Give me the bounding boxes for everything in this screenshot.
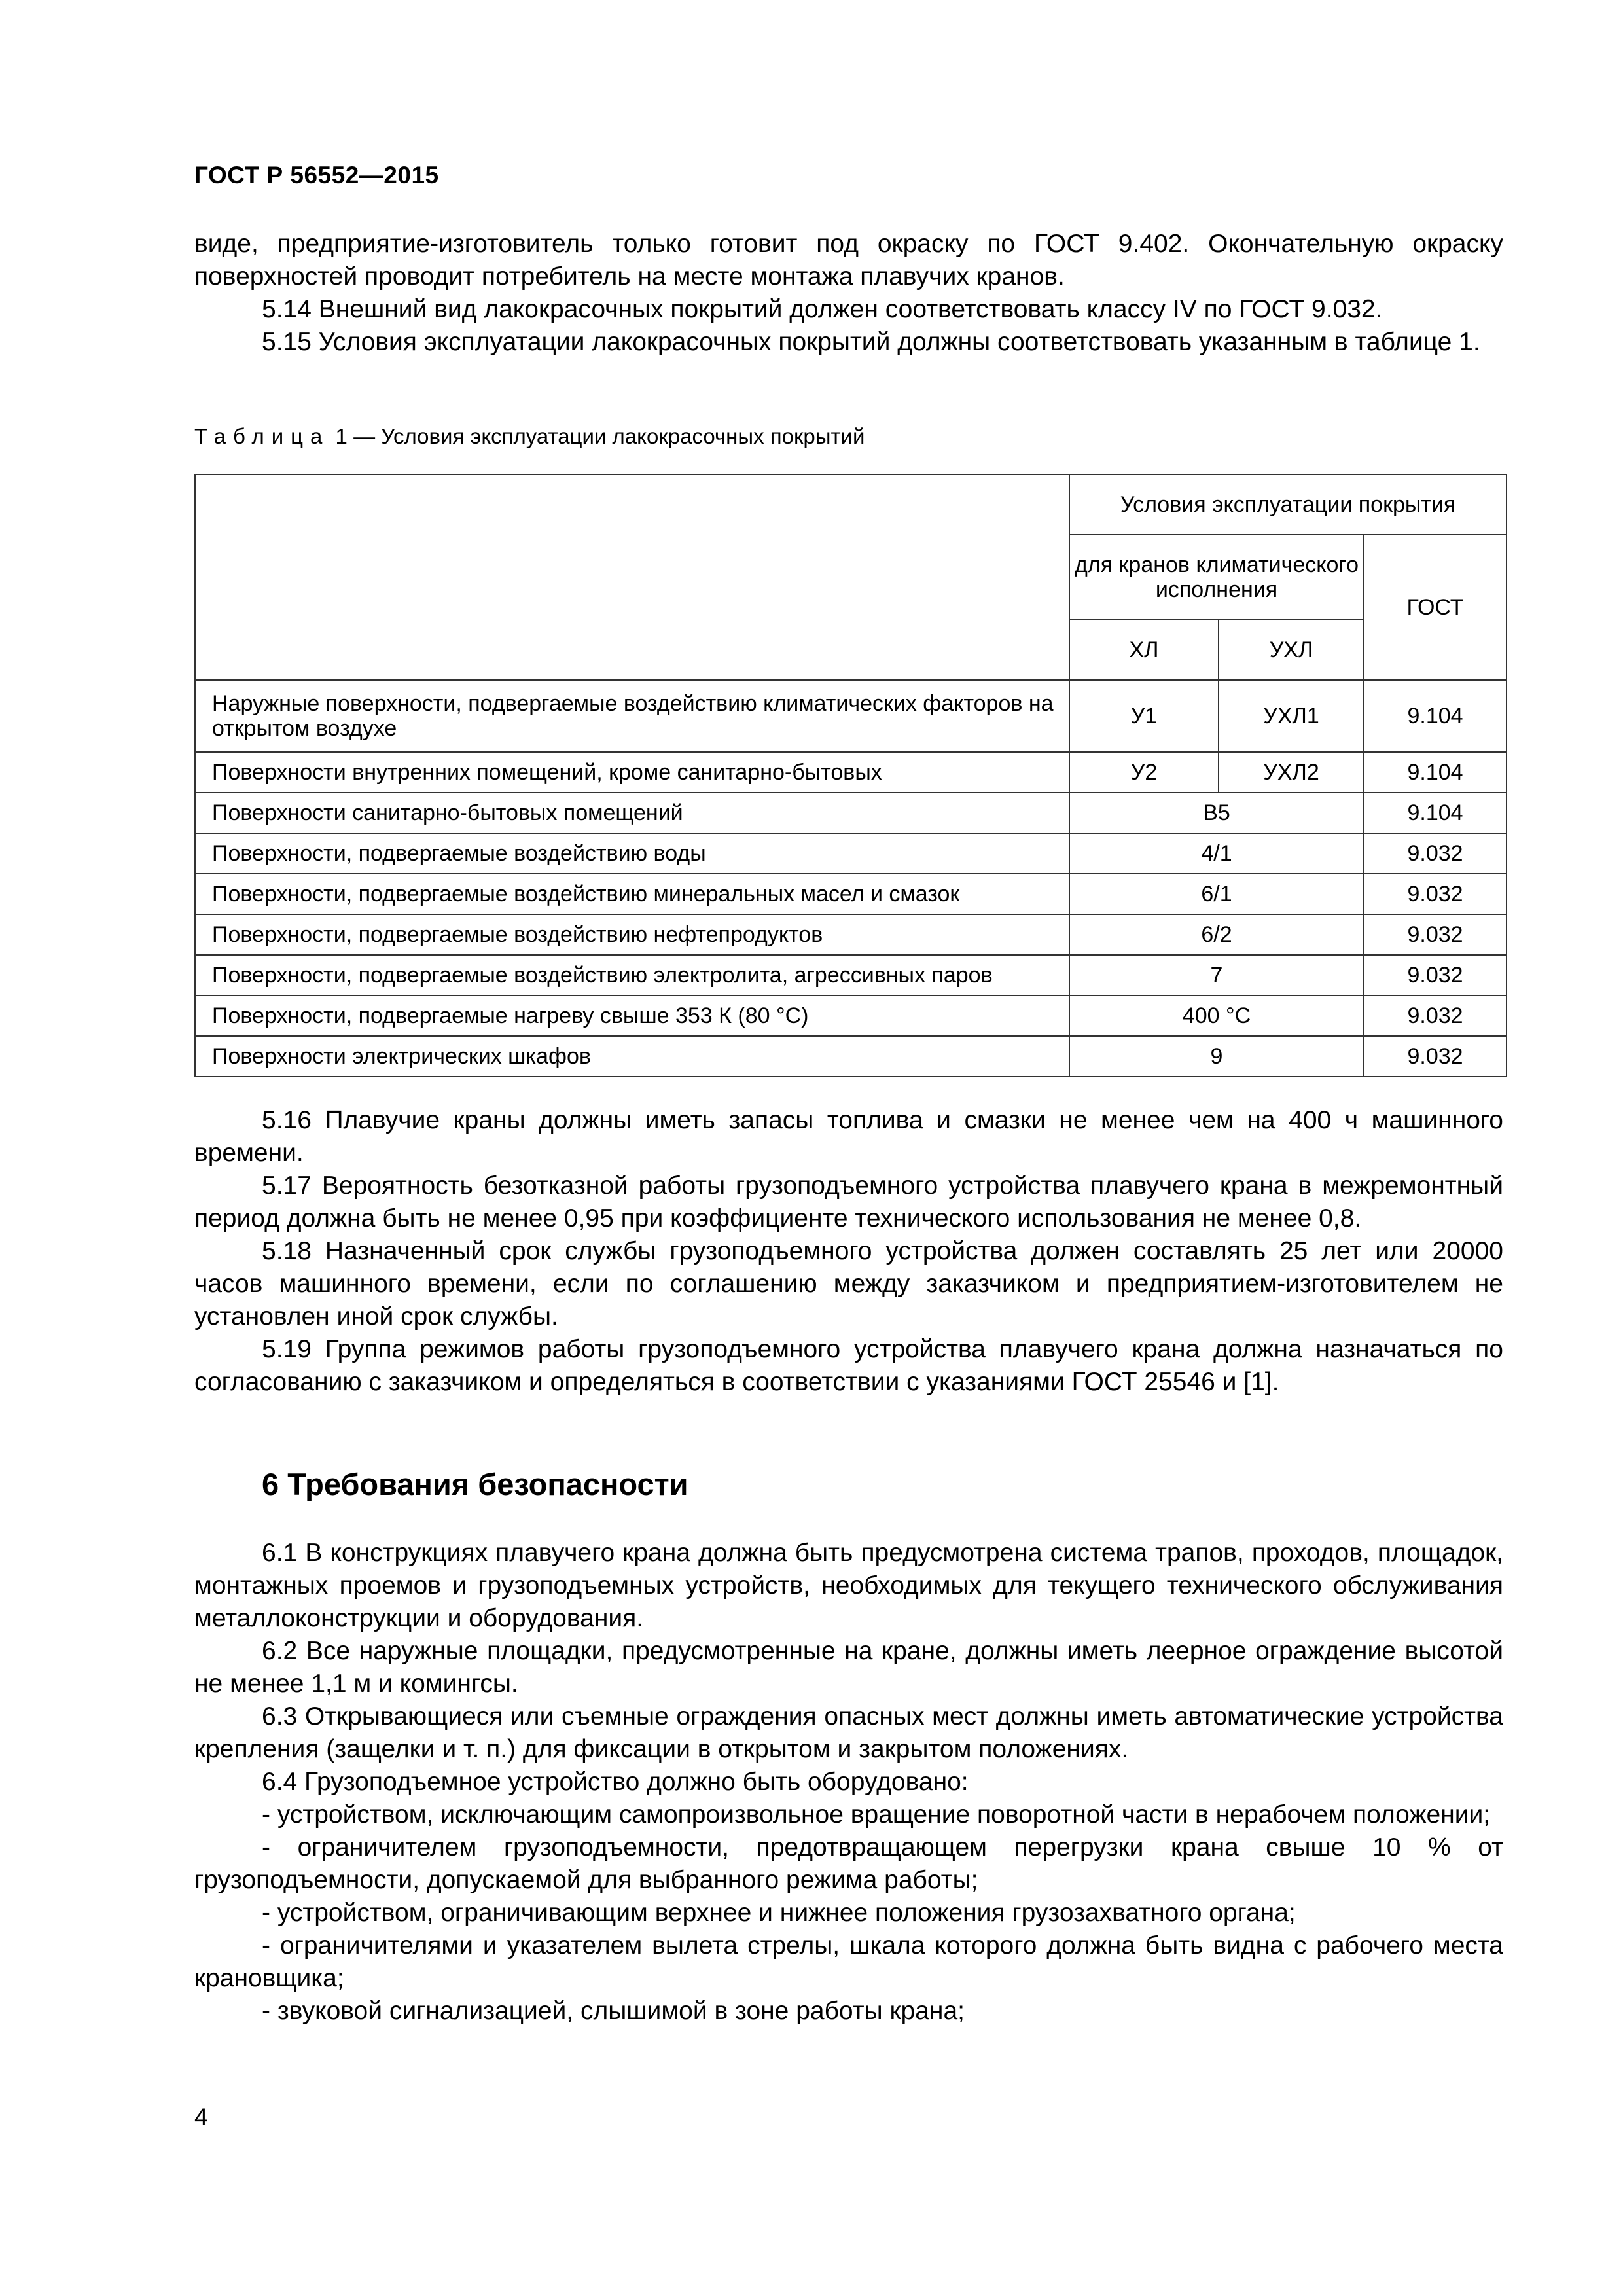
cell-surface: Поверхности санитарно-бытовых помещений [195,793,1069,833]
cell-gost: 9.032 [1364,996,1507,1036]
cell-gost: 9.104 [1364,793,1507,833]
list-item: - звуковой сигнализацией, слышимой в зоне работы крана; [262,1997,965,2025]
table-caption [194,424,865,449]
table-row [195,996,1507,1036]
paragraph-5-18: 5.18 Назначенный срок службы грузоподъемного устройства должен составлять 25 лет или 20000 часов машинного времени, если по соглашению между заказчиком и предприятием-изготовителем не установлен иной срок службы. [194,1237,1503,1331]
table-row [195,874,1507,914]
paragraph-6-3: 6.3 Открывающиеся или съемные ограждения опасных мест должны иметь автоматические устройства крепления (защелки и т. п.) для фиксации в открытом и закрытом положениях. [194,1702,1503,1763]
table-row [195,914,1507,955]
list-item: - ограничителем грузоподъемности, предотвращающем перегрузки крана свыше 10 % от грузоподъемности, допускаемой для выбранного режима работы; [194,1833,1503,1894]
intro-paragraph: виде, предприятие-изготовитель только готовит под окраску по ГОСТ 9.402. Окончательную окраску поверхностей проводит потребитель на месте монтажа плавучих кранов. [194,230,1503,291]
cell-hl: У2 [1069,752,1219,793]
paragraph-5-19: 5.19 Группа режимов работы грузоподъемного устройства плавучего крана должна назначаться по согласованию с заказчиком и определяться в соответствии с указаниями ГОСТ 25546 и [1]. [194,1335,1503,1396]
cell-surface: Поверхности электрических шкафов [195,1036,1069,1077]
header-hl: ХЛ [1069,620,1219,680]
intro-text-block [194,228,1503,359]
after-table-text-block [194,1104,1503,1399]
cell-gost: 9.032 [1364,833,1507,874]
coating-conditions-table [194,474,1507,1077]
header-gost: ГОСТ [1364,535,1507,680]
section-6-heading: 6 Требования безопасности [262,1467,688,1501]
table-caption-label: Таблица [194,424,330,448]
table-row [195,833,1507,874]
document-header-code: ГОСТ Р 56552—2015 [194,162,439,188]
cell-condition: 400 °С [1069,996,1364,1036]
cell-surface: Поверхности, подвергаемые воздействию нефтепродуктов [195,914,1069,955]
table-row [195,752,1507,793]
table-header-row [195,475,1507,535]
table-row [195,680,1507,752]
cell-surface: Поверхности внутренних помещений, кроме санитарно-бытовых [195,752,1069,793]
section-6-text-block [194,1537,1503,2028]
page-number: 4 [194,2104,208,2130]
cell-gost: 9.032 [1364,874,1507,914]
cell-condition: 9 [1069,1036,1364,1077]
cell-gost: 9.104 [1364,752,1507,793]
list-item: - устройством, исключающим самопроизвольное вращение поворотной части в нерабочем положении; [262,1801,1491,1829]
table-row [195,793,1507,833]
header-conditions: Условия эксплуатации покрытия [1069,475,1507,535]
cell-gost: 9.032 [1364,955,1507,996]
cell-surface: Поверхности, подвергаемые нагреву свыше 353 К (80 °С) [195,996,1069,1036]
list-item: - устройством, ограничивающим верхнее и нижнее положения грузозахватного органа; [262,1899,1296,1927]
table-row [195,955,1507,996]
cell-condition: 6/2 [1069,914,1364,955]
cell-surface: Поверхности, подвергаемые воздействию воды [195,833,1069,874]
paragraph-6-1: 6.1 В конструкциях плавучего крана должна быть предусмотрена система трапов, проходов, площадок, монтажных проемов и грузоподъемных устройств, необходимых для текущего технического обслуживания металлоконструкции и оборудования. [194,1539,1503,1632]
paragraph-5-16: 5.16 Плавучие краны должны иметь запасы топлива и смазки не менее чем на 400 ч машинного времени. [194,1106,1503,1167]
cell-uhl: УХЛ2 [1219,752,1364,793]
cell-uhl: УХЛ1 [1219,680,1364,752]
header-uhl: УХЛ [1219,620,1364,680]
cell-condition: В5 [1069,793,1364,833]
cell-surface: Поверхности, подвергаемые воздействию минеральных масел и смазок [195,874,1069,914]
paragraph-5-14: 5.14 Внешний вид лакокрасочных покрытий должен соответствовать классу IV по ГОСТ 9.032. [262,295,1383,323]
cell-hl: У1 [1069,680,1219,752]
cell-surface: Поверхности, подвергаемые воздействию электролита, агрессивных паров [195,955,1069,996]
paragraph-5-17: 5.17 Вероятность безотказной работы грузоподъемного устройства плавучего крана в межремонтный период должна быть не менее 0,95 при коэффициенте технического использования не менее 0,8. [194,1172,1503,1232]
cell-condition: 7 [1069,955,1364,996]
paragraph-6-4: 6.4 Грузоподъемное устройство должно быть оборудовано: [262,1768,969,1796]
table-row [195,1036,1507,1077]
paragraph-6-2: 6.2 Все наружные площадки, предусмотренные на кране, должны иметь леерное ограждение высотой не менее 1,1 м и комингсы. [194,1637,1503,1698]
cell-gost: 9.104 [1364,680,1507,752]
header-climatic: для кранов климатического исполнения [1069,535,1364,620]
cell-condition: 6/1 [1069,874,1364,914]
cell-gost: 9.032 [1364,914,1507,955]
list-item: - ограничителями и указателем вылета стрелы, шкала которого должна быть видна с рабочего места крановщика; [194,1931,1503,1992]
table-caption-title: 1 — Условия эксплуатации лакокрасочных покрытий [329,424,865,448]
table-empty-header-cell [195,475,1069,680]
cell-condition: 4/1 [1069,833,1364,874]
cell-gost: 9.032 [1364,1036,1507,1077]
paragraph-5-15: 5.15 Условия эксплуатации лакокрасочных покрытий должны соответствовать указанным в таблице 1. [262,328,1480,356]
cell-surface: Наружные поверхности, подвергаемые воздействию климатических факторов на открытом воздухе [195,680,1069,752]
